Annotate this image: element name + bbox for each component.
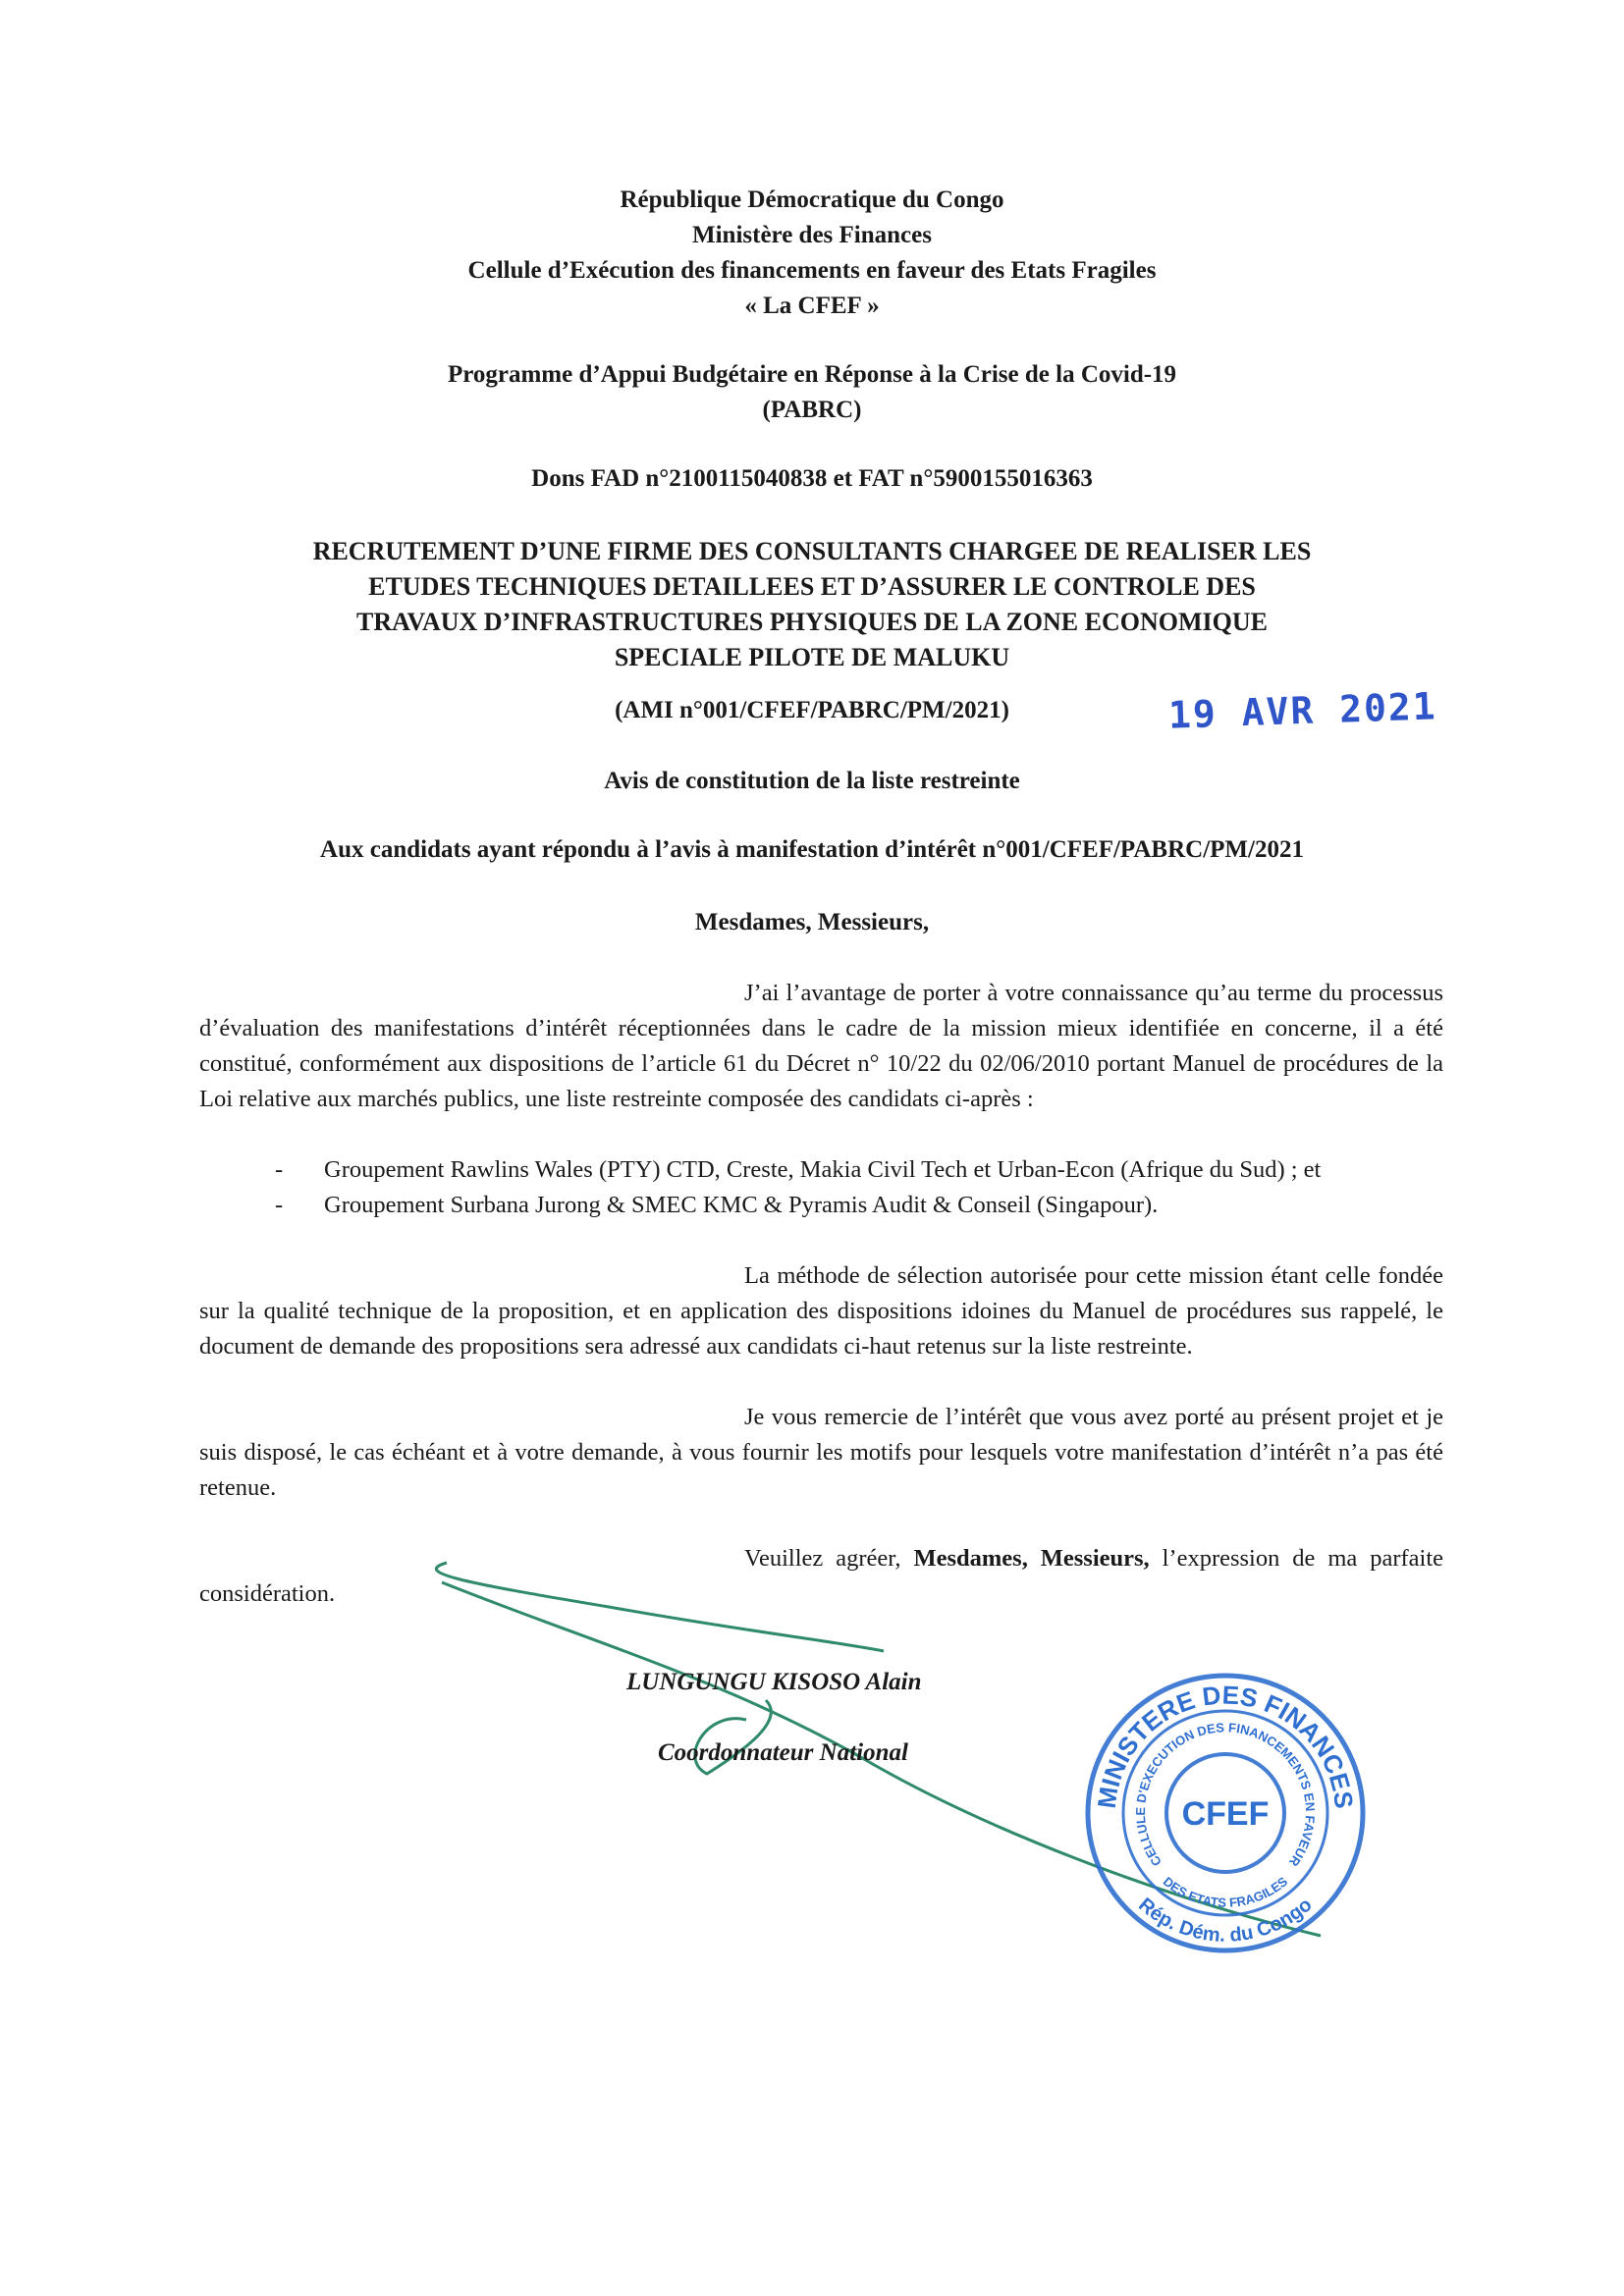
signatory-role: Coordonnateur National [658,1739,908,1766]
signatory-name: LUNGUNGU KISOSO Alain [626,1669,922,1695]
stamp-inner-bottom-text: DES ETATS FRAGILES [1160,1873,1291,1910]
stamp-inner-text: CELLULE D'EXECUTION DES FINANCEMENTS EN FAVEUR [1132,1720,1319,1870]
notice-subject: Avis de constitution de la liste restreinte [604,768,1020,794]
candidate-text: Groupement Rawlins Wales (PTY) CTD, Creste, Makia Civil Tech et Urban-Econ (Afrique du Sud) ; et [324,1156,1322,1183]
candidate-item [199,1152,1443,1188]
closing-paragraph [199,1541,1443,1612]
grants-heading: Dons FAD n°2100115040838 et FAT n°5900155016363 [531,465,1093,492]
paragraph-2: La méthode de sélection autorisée pour cette mission étant celle fondée sur la qualité technique de la proposition, et en application des dispositions idoines du Manuel de procédures sus rappelé, le document de demande des propositions sera adressé aux candidats ci-haut retenus sur la liste restreinte. [199,1262,1443,1360]
closing-bold: Mesdames, Messieurs, [913,1545,1150,1572]
official-stamp [1083,1671,1368,1955]
stamp-bottom-text: Rép. Dém. du Congo [1134,1894,1317,1947]
signature-block [199,1631,1443,1985]
notice-recipients: Aux candidats ayant répondu à l’avis à manifestation d’intérêt n°001/CFEF/PABRC/PM/2021 [320,836,1304,863]
closing-pre: Veuillez agréer, [744,1545,914,1572]
stamp-center-text: CFEF [1181,1795,1270,1833]
paragraph-3: Je vous remercie de l’intérêt que vous avez porté au présent projet et je suis disposé, le cas échéant et à votre demande, à vous fournir les motifs pour lesquels votre manifestation d’intérêt n’a pas été retenue. [199,1404,1443,1501]
programme-heading: Programme d’Appui Budgétaire en Réponse à la Crise de la Covid-19 [447,361,1177,388]
salutation: Mesdames, Messieurs, [694,909,930,935]
candidate-item [199,1188,1443,1223]
title-line: TRAVAUX D’INFRASTRUCTURES PHYSIQUES DE LA ZONE ECONOMIQUE [356,608,1268,636]
bullet-dash: - [275,1192,284,1218]
unit-acronym: « La CFEF » [744,293,880,319]
programme-acronym: (PABRC) [762,397,862,423]
ministry-heading: Ministère des Finances [692,222,932,248]
title-line: ETUDES TECHNIQUES DETAILLEES ET D’ASSURER LE CONTROLE DES [368,572,1256,601]
paragraph-1: J’ai l’avantage de porter à votre connaissance qu’au terme du processus d’évaluation des manifestations d’intérêt réceptionnées dans le cadre de la mission mieux identifiée en concerne, il a été constitué, conformément aux dispositions de l’article 61 du Décret n° 10/22 du 02/06/2010 portant Manuel de procédures de la Loi relative aux marchés publics, une liste restreinte composée des candidats ci-après : [199,980,1443,1112]
country-heading: République Démocratique du Congo [620,187,1004,213]
title-line: SPECIALE PILOTE DE MALUKU [614,643,1010,671]
title-line: RECRUTEMENT D’UNE FIRME DES CONSULTANTS CHARGEE DE REALISER LES [312,537,1312,565]
candidate-text: Groupement Surbana Jurong & SMEC KMC & Pyramis Audit & Conseil (Singapour). [324,1192,1159,1218]
closing-post: l’expression de ma parfaite considération. [199,1545,1444,1607]
date-stamp: 19 AVR 2021 [1167,684,1438,737]
unit-heading: Cellule d’Exécution des financements en faveur des Etats Fragiles [467,257,1157,284]
reference-number: (AMI n°001/CFEF/PABRC/PM/2021) [615,697,1009,723]
reference-row [199,684,1443,737]
bullet-dash: - [275,1156,284,1183]
stamp-outer-text: MINISTERE DES FINANCES [1091,1680,1360,1810]
